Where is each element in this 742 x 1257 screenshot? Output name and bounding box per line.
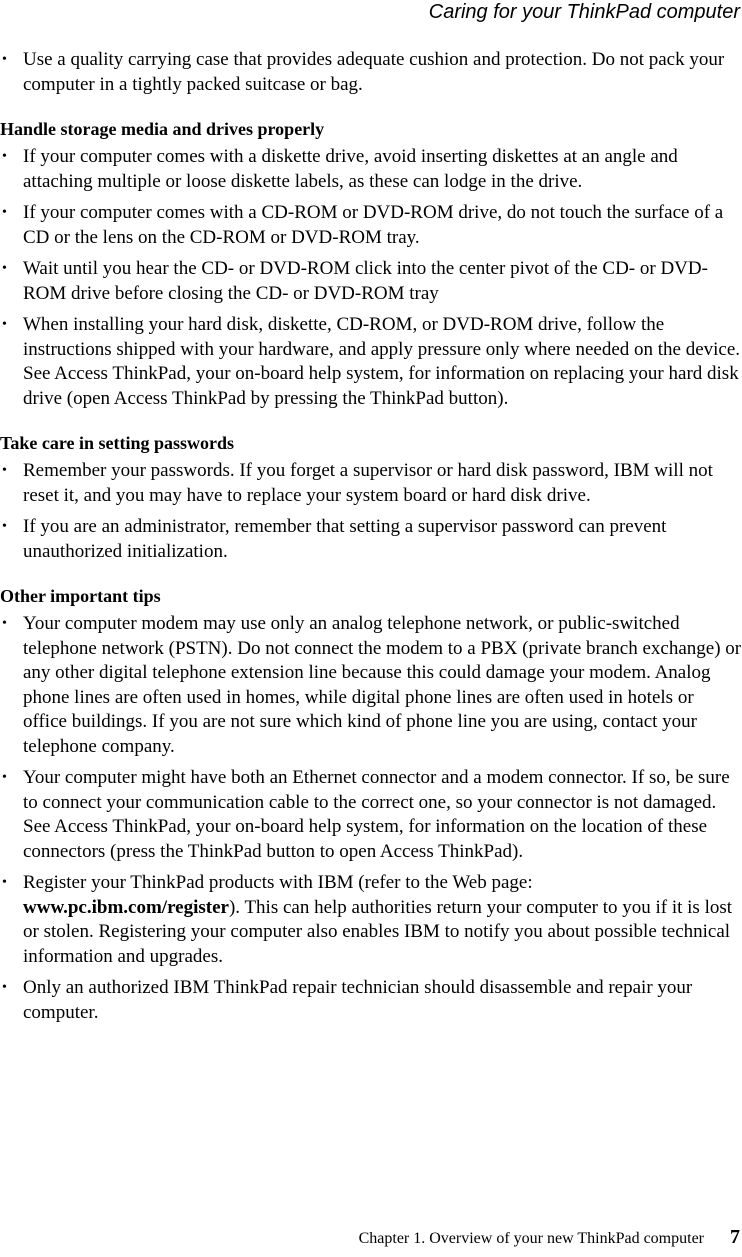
section-heading-other-tips: Other important tips xyxy=(0,586,161,606)
list-item: • If you are an administrator, remember that setting a supervisor password can prevent unauthorized initialization. xyxy=(0,515,742,564)
list-item: • Only an authorized IBM ThinkPad repair technician should disassemble and repair your computer. xyxy=(0,976,742,1025)
list-item: • Use a quality carrying case that provides adequate cushion and protection. Do not pack your computer in a tightly packed suitcase or bag. xyxy=(0,48,742,97)
list-item: • When installing your hard disk, diskette, CD-ROM, or DVD-ROM drive, follow the instructions shipped with your hardware, and apply pressure only where needed on the device. See Access ThinkPad, your on-board help system, for information on replacing your hard disk drive (open Access ThinkPad by pressing the ThinkPad button). xyxy=(0,313,742,411)
list-item-register xyxy=(0,871,742,969)
list-item: • If your computer comes with a diskette drive, avoid inserting diskettes at an angle and attaching multiple or loose diskette labels, as these can lodge in the drive. xyxy=(0,145,742,194)
passwords-list xyxy=(0,459,742,564)
storage-media-list xyxy=(0,145,742,411)
list-item: • Wait until you hear the CD- or DVD-ROM click into the center pivot of the CD- or DVD-ROM drive before closing the CD- or DVD-ROM tray xyxy=(0,257,742,306)
page-content xyxy=(0,48,742,1032)
intro-list xyxy=(0,48,742,97)
register-text-after: ). This can help authorities return your computer to you if it is lost or stolen. Registering your computer also enables IBM to notify you about possible technical information and upgrades. xyxy=(23,896,733,967)
register-url: www.pc.ibm.com/register xyxy=(23,896,229,918)
list-item: • Your computer modem may use only an analog telephone network, or public-switched telephone network (PSTN). Do not connect the modem to a PBX (private branch exchange) or any other digital telephone extension line because this could damage your modem. Analog phone lines are often used in homes, while digital phone lines are often used in hotels or office buildings. If you are not sure which kind of phone line you are using, contact your telephone company. xyxy=(0,612,742,759)
running-header: Caring for your ThinkPad computer xyxy=(428,1,740,23)
list-item: • If your computer comes with a CD-ROM or DVD-ROM drive, do not touch the surface of a CD or the lens on the CD-ROM or DVD-ROM tray. xyxy=(0,201,742,250)
list-item: • Your computer might have both an Ethernet connector and a modem connector. If so, be sure to connect your communication cable to the correct one, so your connector is not damaged. See Access ThinkPad, your on-board help system, for information on the location of these connectors (press the ThinkPad button to open Access ThinkPad). xyxy=(0,766,742,864)
other-tips-list xyxy=(0,612,742,1025)
section-heading-passwords: Take care in setting passwords xyxy=(0,433,235,453)
register-text-before: Register your ThinkPad products with IBM (refer to the Web page: xyxy=(23,872,533,893)
page-number: 7 xyxy=(730,1226,740,1248)
footer-chapter-text: Chapter 1. Overview of your new ThinkPad computer xyxy=(358,1230,704,1247)
list-item: • Remember your passwords. If you forget a supervisor or hard disk password, IBM will not reset it, and you may have to replace your system board or hard disk drive. xyxy=(0,459,742,508)
page-footer xyxy=(359,1227,742,1249)
section-heading-storage-media: Handle storage media and drives properly xyxy=(0,119,325,139)
